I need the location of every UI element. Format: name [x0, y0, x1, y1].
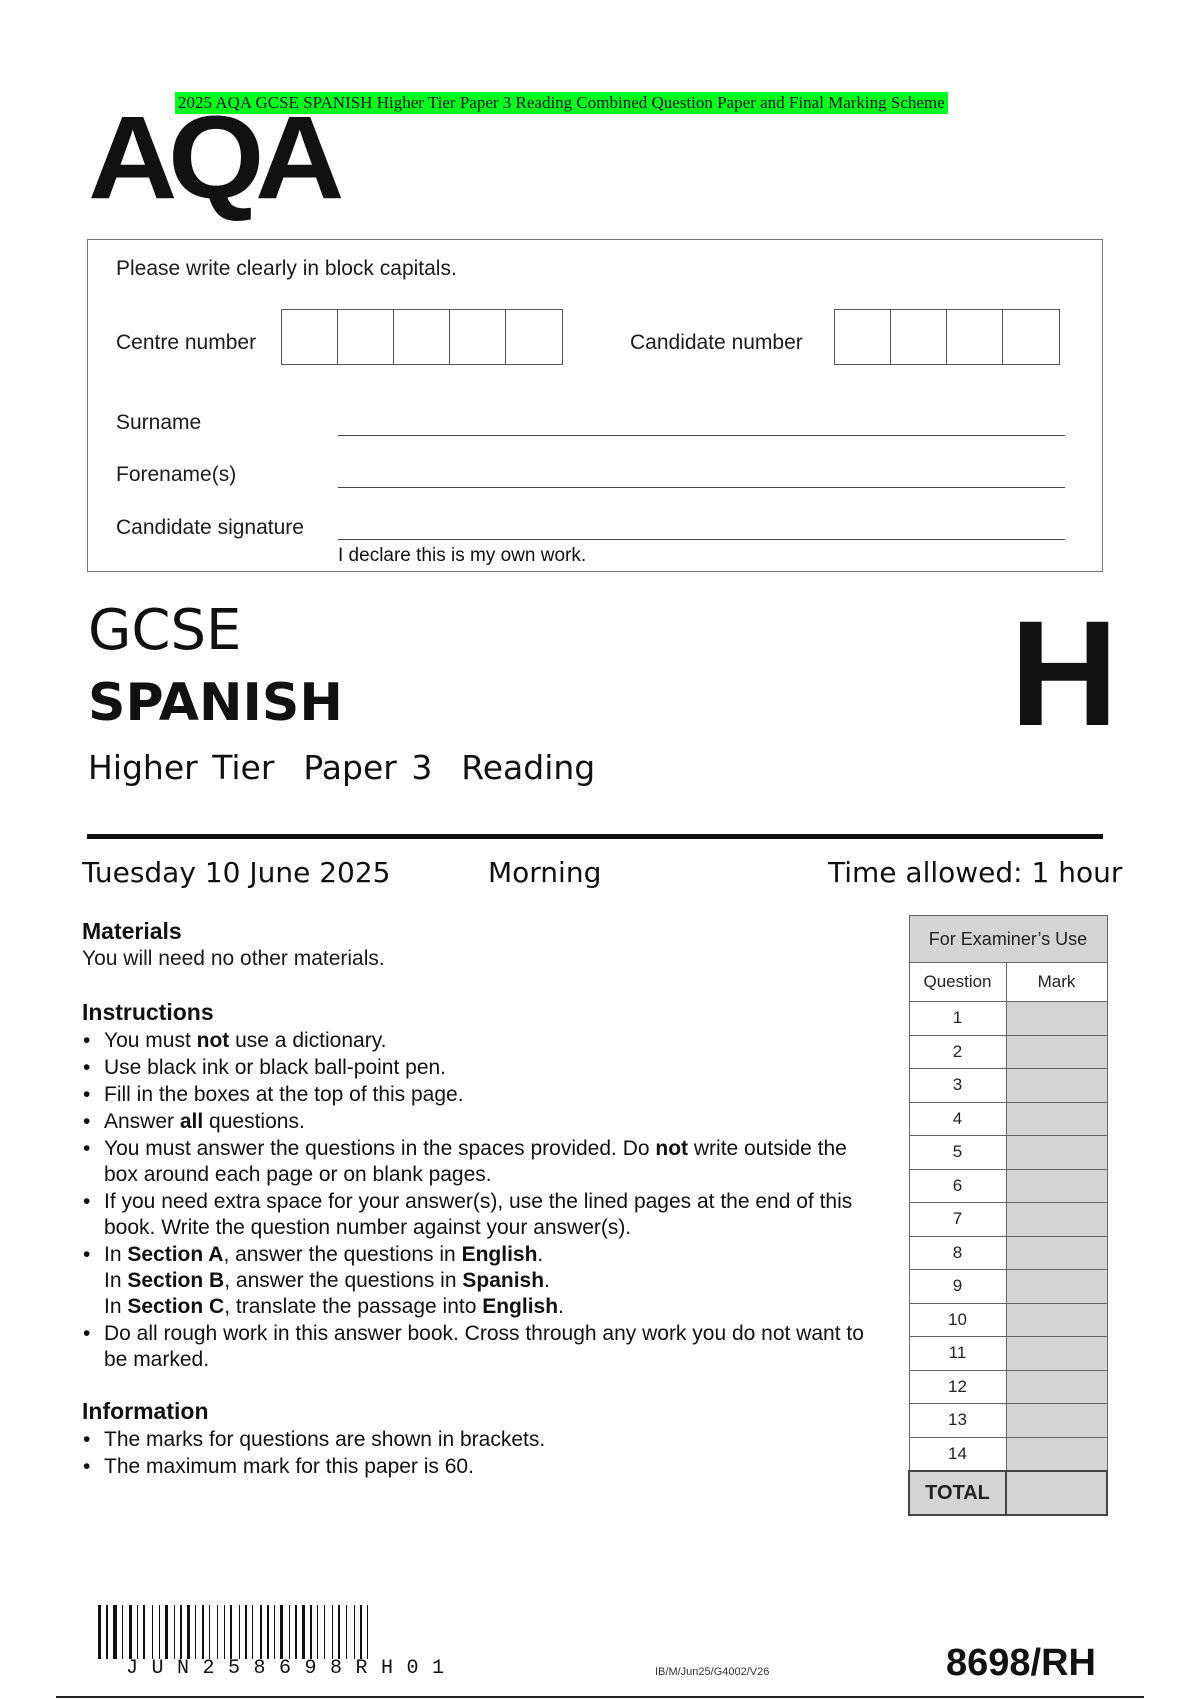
instruction-item-sections: • In Section A, answer the questions in English. In Section B, answer the questions in Spanish. In Section C, translate the passage into English.: [104, 1242, 872, 1320]
candidate-number-label: Candidate number: [630, 331, 803, 354]
barcode-bar: [206, 1605, 207, 1659]
mark-cell: [1006, 1236, 1107, 1270]
barcode-bar: [255, 1605, 258, 1659]
examiners-use-heading: For Examiner’s Use: [909, 916, 1107, 963]
forename-label: Forename(s): [116, 463, 237, 486]
information-item: • The marks for questions are shown in brackets.: [104, 1427, 862, 1453]
barcode-bar: [98, 1605, 101, 1659]
barcode-bar: [184, 1605, 185, 1659]
mark-cell: [1006, 1203, 1107, 1237]
barcode-bar: [129, 1605, 132, 1659]
barcode-bar: [147, 1605, 150, 1659]
barcode-bar: [217, 1605, 218, 1659]
question-number: 13: [909, 1404, 1006, 1438]
materials-heading: Materials: [82, 918, 182, 944]
examiner-row: [909, 1236, 1107, 1270]
exam-date: Tuesday 10 June 2025: [82, 856, 391, 889]
question-number: 3: [909, 1069, 1006, 1103]
examiner-row: [909, 1270, 1107, 1304]
centre-number-digit[interactable]: [450, 310, 506, 364]
examiner-row: [909, 1035, 1107, 1069]
barcode-bar: [314, 1605, 315, 1659]
centre-number-boxes[interactable]: [281, 309, 563, 365]
barcode-bar: [155, 1605, 157, 1659]
barcode-bar: [177, 1605, 178, 1659]
examiner-row: [909, 1136, 1107, 1170]
barcode-bar: [357, 1605, 358, 1659]
question-column-header: Question: [909, 963, 1006, 1002]
barcode-bar: [277, 1605, 278, 1659]
barcode-bar: [324, 1605, 325, 1659]
barcode-bar: [170, 1605, 172, 1659]
centre-number-digit[interactable]: [338, 310, 394, 364]
mark-cell: [1006, 1370, 1107, 1404]
materials-text: You will need no other materials.: [82, 947, 385, 970]
barcode-bar: [174, 1605, 175, 1659]
question-number: 11: [909, 1337, 1006, 1371]
forename-line[interactable]: [338, 487, 1065, 488]
mark-cell: [1006, 1136, 1107, 1170]
mark-cell: [1006, 1069, 1107, 1103]
barcode-bar: [106, 1605, 108, 1659]
examiner-row: [909, 1069, 1107, 1103]
examiner-row: [909, 1404, 1107, 1438]
barcode-bar: [289, 1605, 290, 1659]
barcode-bar: [209, 1605, 210, 1659]
barcode-bar: [342, 1605, 344, 1659]
barcode-bar: [234, 1605, 237, 1659]
barcode-bar: [242, 1605, 243, 1659]
question-number: 7: [909, 1203, 1006, 1237]
candidate-number-digit[interactable]: [835, 310, 891, 364]
barcode-bar: [180, 1605, 182, 1659]
barcode-bar: [119, 1605, 120, 1659]
barcode-bar: [249, 1605, 250, 1659]
candidate-number-boxes[interactable]: [834, 309, 1060, 365]
barcode-bar: [274, 1605, 275, 1659]
barcode-bar: [307, 1605, 308, 1659]
barcode-bar: [239, 1605, 240, 1659]
barcode-bar: [162, 1605, 163, 1659]
instruction-item: • Answer all questions.: [104, 1109, 872, 1135]
barcode-bar: [212, 1605, 215, 1659]
barcode-bar: [192, 1605, 193, 1659]
signature-line[interactable]: [338, 539, 1065, 540]
total-label: TOTAL: [909, 1471, 1006, 1515]
barcode-bar: [267, 1605, 269, 1659]
question-number: 8: [909, 1236, 1006, 1270]
time-allowed: Time allowed: 1 hour: [828, 856, 1123, 889]
mark-column-header: Mark: [1006, 963, 1107, 1002]
barcode-bar: [110, 1605, 111, 1659]
barcode-bar: [320, 1605, 322, 1659]
surname-line[interactable]: [338, 435, 1065, 436]
question-number: 14: [909, 1437, 1006, 1471]
barcode-bar: [252, 1605, 253, 1659]
barcode-bar: [103, 1605, 104, 1659]
question-number: 2: [909, 1035, 1006, 1069]
question-number: 12: [909, 1370, 1006, 1404]
candidate-number-digit[interactable]: [891, 310, 947, 364]
mark-cell: [1006, 1102, 1107, 1136]
information-heading: Information: [82, 1398, 209, 1424]
information-list: [82, 1427, 862, 1480]
barcode-bar: [271, 1605, 272, 1659]
barcode-bar: [143, 1605, 145, 1659]
examiner-row: [909, 1437, 1107, 1471]
mark-cell: [1006, 1337, 1107, 1371]
subject-title: SPANISH: [88, 673, 343, 733]
barcode-bar: [332, 1605, 333, 1659]
barcode-bar: [137, 1605, 138, 1659]
total-mark-cell: [1006, 1471, 1107, 1515]
barcode-bar: [125, 1605, 127, 1659]
barcode-bar: [245, 1605, 247, 1659]
document-reference: IB/M/Jun25/G4002/V26: [655, 1666, 770, 1678]
barcode-bar: [349, 1605, 352, 1659]
mark-cell: [1006, 1169, 1107, 1203]
barcode-bar: [335, 1605, 336, 1659]
examiner-row: [909, 1102, 1107, 1136]
centre-number-digit[interactable]: [282, 310, 338, 364]
barcode-bar: [113, 1605, 117, 1659]
examiner-row: [909, 1337, 1107, 1371]
examiner-row: [909, 1203, 1107, 1237]
exam-session: Morning: [488, 856, 602, 889]
instruction-item: • If you need extra space for your answer(s), use the lined pages at the end of this book. Write the question number against your answer(s).: [104, 1189, 872, 1241]
instructions-section: [82, 999, 872, 1374]
barcode-bar: [370, 1605, 373, 1659]
materials-section: [82, 918, 862, 972]
centre-number-digit[interactable]: [394, 310, 450, 364]
document-title-banner: 2025 AQA GCSE SPANISH Higher Tier Paper 3 Reading Combined Question Paper and Final Marking Scheme: [175, 92, 948, 114]
tier-letter: H: [1010, 589, 1119, 757]
barcode-bar: [346, 1605, 347, 1659]
barcode-bar: [187, 1605, 190, 1659]
barcode-bar: [224, 1605, 225, 1659]
question-number: 10: [909, 1303, 1006, 1337]
question-number: 5: [909, 1136, 1006, 1170]
barcode-bar: [360, 1605, 362, 1659]
examiner-row: [909, 1303, 1107, 1337]
instructions-list: [82, 1028, 872, 1373]
instruction-item: • Use black ink or black ball-point pen.: [104, 1055, 872, 1081]
barcode-bar: [122, 1605, 123, 1659]
barcode-bar: [280, 1605, 283, 1659]
barcode-bar: [338, 1605, 340, 1659]
barcode-bar: [159, 1605, 160, 1659]
mark-cell: [1006, 1404, 1107, 1438]
barcode-bar: [152, 1605, 153, 1659]
barcode-bar: [195, 1605, 196, 1659]
barcode-bar: [198, 1605, 200, 1659]
instruction-item: • Do all rough work in this answer book. Cross through any work you do not want to be marked.: [104, 1321, 872, 1373]
question-number: 6: [909, 1169, 1006, 1203]
surname-label: Surname: [116, 411, 202, 434]
centre-number-digit[interactable]: [506, 310, 562, 364]
instruction-item: • You must answer the questions in the spaces provided. Do not write outside the box around each page or on blank pages.: [104, 1136, 872, 1188]
declaration-text: I declare this is my own work.: [338, 545, 587, 566]
paper-title: Higher Tier Paper 3 Reading: [88, 748, 596, 787]
barcode-bar: [140, 1605, 141, 1659]
barcode-bar: [220, 1605, 222, 1659]
barcode-bar: [292, 1605, 293, 1659]
footer-rule: [56, 1696, 1144, 1698]
barcode-bar: [295, 1605, 297, 1659]
block-capitals-instruction: Please write clearly in block capitals.: [116, 257, 457, 280]
mark-cell: [1006, 1270, 1107, 1304]
examiner-row: [909, 1370, 1107, 1404]
question-number: 4: [909, 1102, 1006, 1136]
mark-cell: [1006, 1035, 1107, 1069]
barcode-bar: [165, 1605, 168, 1659]
instruction-item: • You must not use a dictionary.: [104, 1028, 872, 1054]
barcode-bar: [310, 1605, 312, 1659]
barcode-bar: [227, 1605, 228, 1659]
aqa-logo: AQA: [88, 92, 335, 224]
mark-cell: [1006, 1303, 1107, 1337]
barcode-bar: [327, 1605, 330, 1659]
examiners-use-table: [908, 915, 1108, 1516]
examiner-row: [909, 1169, 1107, 1203]
candidate-number-digit[interactable]: [947, 310, 1003, 364]
barcode-bar: [367, 1605, 368, 1659]
instruction-item: • Fill in the boxes at the top of this page.: [104, 1082, 872, 1108]
centre-number-label: Centre number: [116, 331, 257, 354]
barcode-bar: [302, 1605, 305, 1659]
divider-rule: [87, 834, 1103, 839]
barcode-text: JUN258698RH01: [126, 1657, 458, 1680]
question-number: 9: [909, 1270, 1006, 1304]
qualification-level: GCSE: [88, 598, 242, 663]
barcode: [98, 1605, 510, 1659]
barcode-bar: [317, 1605, 318, 1659]
barcode-bar: [134, 1605, 135, 1659]
instructions-heading: Instructions: [82, 999, 214, 1025]
candidate-number-digit[interactable]: [1003, 310, 1059, 364]
paper-code: 8698/RH: [946, 1642, 1096, 1684]
barcode-bar: [299, 1605, 300, 1659]
barcode-bar: [264, 1605, 265, 1659]
question-number: 1: [909, 1002, 1006, 1036]
barcode-bar: [230, 1605, 232, 1659]
barcode-bar: [260, 1605, 262, 1659]
barcode-bar: [202, 1605, 204, 1659]
information-item: • The maximum mark for this paper is 60.: [104, 1454, 862, 1480]
barcode-bar: [285, 1605, 287, 1659]
signature-label: Candidate signature: [116, 516, 304, 539]
barcode-bar: [364, 1605, 365, 1659]
mark-cell: [1006, 1437, 1107, 1471]
mark-cell: [1006, 1002, 1107, 1036]
information-section: [82, 1398, 862, 1481]
barcode-bar: [354, 1605, 355, 1659]
examiner-row: [909, 1002, 1107, 1036]
